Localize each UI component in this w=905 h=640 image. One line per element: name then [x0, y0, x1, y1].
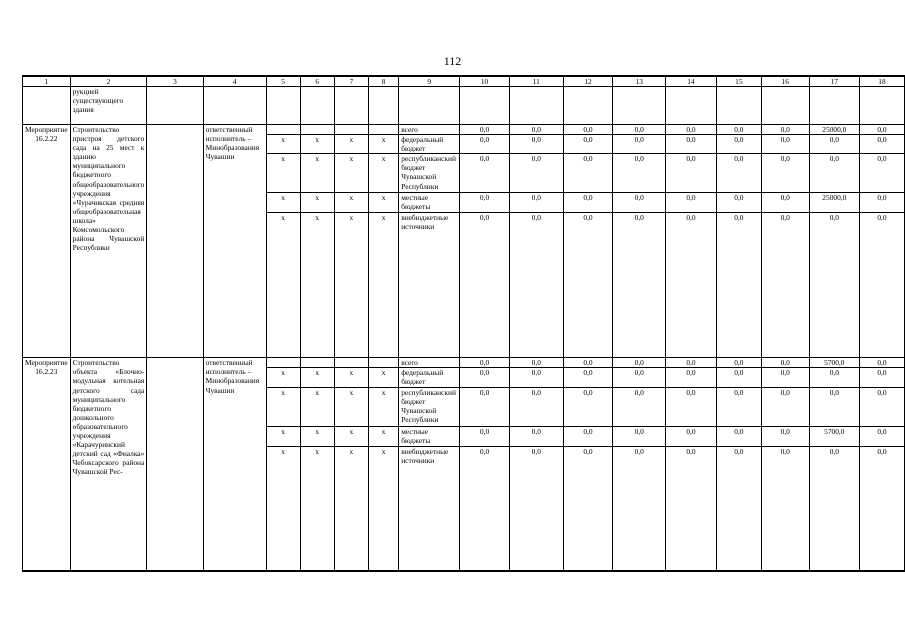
value-cell: 0,0 [809, 368, 859, 387]
code-cell: х [266, 368, 300, 387]
column-number: 2 [70, 76, 147, 87]
value-cell: 0,0 [716, 125, 761, 135]
activity-executor: ответственный исполнитель – Минобразования Чувашии [203, 125, 266, 358]
funding-source: внебюджетные источники [399, 213, 460, 358]
value-cell: 0,0 [716, 387, 761, 426]
code-cell: х [368, 426, 398, 446]
value-cell: 0,0 [613, 154, 666, 193]
value-cell: 0,0 [460, 125, 510, 135]
value-cell: 0,0 [460, 446, 510, 571]
value-cell: 0,0 [666, 368, 717, 387]
empty-cell [147, 125, 203, 358]
column-number: 10 [460, 76, 510, 87]
column-number: 16 [761, 76, 809, 87]
value-cell: 0,0 [761, 125, 809, 135]
code-cell: х [266, 213, 300, 358]
value-cell: 0,0 [716, 213, 761, 358]
value-cell: 0,0 [460, 387, 510, 426]
column-number: 5 [266, 76, 300, 87]
value-cell: 0,0 [859, 213, 904, 358]
activity-executor: ответственный исполнитель – Минобразования Чувашии [203, 358, 266, 571]
code-cell: х [300, 426, 334, 446]
funding-source: всего [399, 125, 460, 135]
column-number: 12 [563, 76, 613, 87]
funding-source: республиканский бюджет Чувашской Республики [399, 387, 460, 426]
value-cell: 0,0 [716, 446, 761, 571]
value-cell: 0,0 [563, 446, 613, 571]
funding-source: местные бюджеты [399, 426, 460, 446]
code-cell: х [266, 426, 300, 446]
code-cell: х [334, 135, 368, 154]
funding-source: федеральный бюджет [399, 368, 460, 387]
value-cell: 0,0 [859, 193, 904, 213]
value-cell: 0,0 [666, 387, 717, 426]
continuation-text: рукцией существующего здания [70, 87, 147, 125]
value-cell: 25000,0 [809, 125, 859, 135]
code-cell: х [300, 213, 334, 358]
column-number: 6 [300, 76, 334, 87]
code-cell: х [266, 154, 300, 193]
activity-description: Строительство объекта «Блочно-модульная котельная детского сада муниципального бюджетного дошкольного образовательного учреждения «Карачуринский детский сад «Фиалка» Чебоксарского района Чувашской Рес- [70, 358, 147, 571]
value-cell: 0,0 [761, 135, 809, 154]
value-cell: 0,0 [509, 193, 563, 213]
column-number: 7 [334, 76, 368, 87]
code-cell: х [368, 154, 398, 193]
column-number: 3 [147, 76, 203, 87]
code-cell: х [334, 446, 368, 571]
funding-source: внебюджетные источники [399, 446, 460, 571]
value-cell: 0,0 [666, 154, 717, 193]
value-cell: 0,0 [809, 154, 859, 193]
code-cell: х [334, 426, 368, 446]
value-cell: 0,0 [809, 135, 859, 154]
column-number: 8 [368, 76, 398, 87]
code-cell: х [266, 193, 300, 213]
value-cell: 0,0 [613, 125, 666, 135]
column-number: 18 [859, 76, 904, 87]
budget-table [22, 75, 905, 572]
column-number: 17 [809, 76, 859, 87]
funding-source: местные бюджеты [399, 193, 460, 213]
value-cell: 0,0 [563, 368, 613, 387]
value-cell: 0,0 [509, 358, 563, 368]
value-cell: 0,0 [716, 358, 761, 368]
value-cell: 0,0 [563, 154, 613, 193]
code-cell: х [368, 387, 398, 426]
code-cell: х [300, 193, 334, 213]
value-cell: 0,0 [666, 213, 717, 358]
value-cell: 0,0 [761, 358, 809, 368]
page-number: 112 [443, 54, 462, 68]
column-number: 14 [666, 76, 717, 87]
activity-id: Мероприятие 16.2.23 [23, 358, 71, 571]
value-cell: 0,0 [613, 368, 666, 387]
value-cell: 0,0 [460, 368, 510, 387]
funding-source: федеральный бюджет [399, 135, 460, 154]
continuation-row [23, 87, 905, 125]
funding-row [23, 125, 905, 135]
activity-description: Строительство пристроя детского сада на 25 мест к зданию муниципального бюджетного общеобразовательного учреждения «Чурачикская средняя общеобразовательная школа» Комсомольского района Чувашской Республики [70, 125, 147, 358]
value-cell: 0,0 [666, 125, 717, 135]
code-cell: х [300, 446, 334, 571]
code-cell [266, 358, 300, 368]
value-cell: 0,0 [509, 426, 563, 446]
value-cell: 0,0 [563, 426, 613, 446]
column-number: 15 [716, 76, 761, 87]
code-cell: х [368, 213, 398, 358]
value-cell: 0,0 [809, 213, 859, 358]
code-cell: х [300, 387, 334, 426]
value-cell: 0,0 [563, 193, 613, 213]
code-cell [368, 125, 398, 135]
code-cell: х [368, 446, 398, 571]
column-number: 9 [399, 76, 460, 87]
value-cell: 0,0 [509, 446, 563, 571]
code-cell: х [266, 387, 300, 426]
value-cell: 0,0 [460, 358, 510, 368]
value-cell: 0,0 [563, 387, 613, 426]
column-number: 13 [613, 76, 666, 87]
value-cell: 0,0 [666, 193, 717, 213]
value-cell: 0,0 [563, 358, 613, 368]
value-cell: 0,0 [761, 154, 809, 193]
value-cell: 0,0 [563, 135, 613, 154]
value-cell: 0,0 [613, 193, 666, 213]
code-cell [300, 358, 334, 368]
column-number-row [23, 76, 905, 87]
column-number: 4 [203, 76, 266, 87]
value-cell: 0,0 [761, 213, 809, 358]
funding-source: всего [399, 358, 460, 368]
code-cell: х [334, 193, 368, 213]
value-cell: 5700,0 [809, 426, 859, 446]
value-cell: 0,0 [613, 387, 666, 426]
value-cell: 0,0 [716, 135, 761, 154]
code-cell [368, 358, 398, 368]
value-cell: 0,0 [460, 213, 510, 358]
code-cell: х [368, 135, 398, 154]
value-cell: 0,0 [613, 213, 666, 358]
value-cell: 0,0 [809, 446, 859, 571]
value-cell: 0,0 [716, 193, 761, 213]
value-cell: 0,0 [859, 125, 904, 135]
value-cell: 0,0 [716, 154, 761, 193]
code-cell [266, 125, 300, 135]
code-cell: х [334, 213, 368, 358]
value-cell: 0,0 [613, 135, 666, 154]
value-cell: 0,0 [761, 193, 809, 213]
code-cell: х [300, 154, 334, 193]
column-number: 1 [23, 76, 71, 87]
value-cell: 0,0 [613, 358, 666, 368]
value-cell: 0,0 [613, 446, 666, 571]
value-cell: 0,0 [563, 125, 613, 135]
code-cell: х [300, 135, 334, 154]
value-cell: 0,0 [509, 135, 563, 154]
empty-cell [147, 358, 203, 571]
value-cell: 0,0 [809, 387, 859, 426]
code-cell: х [334, 154, 368, 193]
code-cell: х [334, 387, 368, 426]
value-cell: 0,0 [509, 154, 563, 193]
code-cell: х [266, 135, 300, 154]
value-cell: 0,0 [859, 387, 904, 426]
value-cell: 0,0 [761, 368, 809, 387]
value-cell: 0,0 [859, 135, 904, 154]
value-cell: 0,0 [613, 426, 666, 446]
column-number: 11 [509, 76, 563, 87]
value-cell: 0,0 [761, 426, 809, 446]
value-cell: 0,0 [859, 154, 904, 193]
code-cell [300, 125, 334, 135]
value-cell: 0,0 [761, 446, 809, 571]
value-cell: 0,0 [509, 387, 563, 426]
value-cell: 5700,0 [809, 358, 859, 368]
value-cell: 25000,0 [809, 193, 859, 213]
code-cell [334, 125, 368, 135]
value-cell: 0,0 [859, 426, 904, 446]
code-cell: х [266, 446, 300, 571]
value-cell: 0,0 [460, 154, 510, 193]
value-cell: 0,0 [716, 368, 761, 387]
value-cell: 0,0 [460, 193, 510, 213]
value-cell: 0,0 [509, 213, 563, 358]
value-cell: 0,0 [460, 426, 510, 446]
funding-source: республиканский бюджет Чувашской Республики [399, 154, 460, 193]
value-cell: 0,0 [716, 426, 761, 446]
value-cell: 0,0 [859, 446, 904, 571]
funding-row [23, 358, 905, 368]
value-cell: 0,0 [563, 213, 613, 358]
code-cell: х [334, 368, 368, 387]
code-cell: х [300, 368, 334, 387]
value-cell: 0,0 [859, 368, 904, 387]
value-cell: 0,0 [460, 135, 510, 154]
code-cell [334, 358, 368, 368]
code-cell: х [368, 368, 398, 387]
code-cell: х [368, 193, 398, 213]
value-cell: 0,0 [859, 358, 904, 368]
value-cell: 0,0 [666, 446, 717, 571]
value-cell: 0,0 [509, 368, 563, 387]
value-cell: 0,0 [666, 426, 717, 446]
value-cell: 0,0 [509, 125, 563, 135]
activity-id: Мероприятие 16.2.22 [23, 125, 71, 358]
value-cell: 0,0 [666, 135, 717, 154]
value-cell: 0,0 [761, 387, 809, 426]
value-cell: 0,0 [666, 358, 717, 368]
